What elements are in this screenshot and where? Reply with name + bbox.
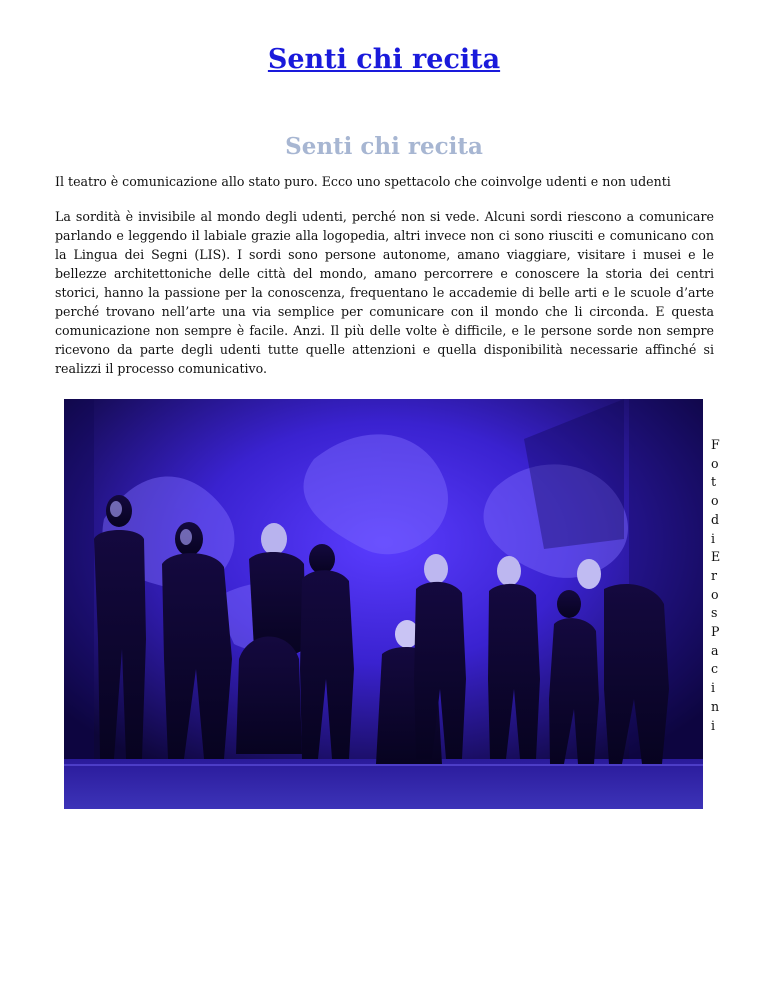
credit-char: r xyxy=(711,567,718,583)
page-title[interactable]: Senti chi recita xyxy=(267,44,501,75)
credit-char: E xyxy=(711,549,721,565)
theatre-stage-photo xyxy=(64,399,703,809)
article-lead: Il teatro è comunicazione allo stato puro. Ecco uno spettacolo che coinvolge udenti e non udenti xyxy=(55,174,671,189)
credit-char: o xyxy=(711,586,719,602)
credit-char: i xyxy=(711,530,716,546)
credit-char: i xyxy=(711,717,716,733)
article-body: La sordità è invisibile al mondo degli udenti, perché non si vede. Alcuni sordi riescono a comunicare parlando e leggendo il labiale grazie alla logopedia, altri invece non ci sono riusciti e comunicano con la Lingua dei Segni (LIS). I sordi sono persone autonome, amano viaggiare, visitare i musei e le bellezze architettoniche delle città del mondo, amano percorrere e conoscere la storia dei centri storici, hanno la passione per la conoscenza, frequentano le accademie di belle arti e le scuole d’arte perché trovano nell’arte una via semplice per comunicare con il mondo che li circonda. E questa comunicazione non sempre è facile. Anzi. Il più delle volte è difficile, e le persone sorde non sempre ricevono da parte degli udenti tutte quelle attenzioni e quella disponibilità necessarie affinché si realizzi il processo comunicativo. xyxy=(55,209,714,376)
credit-char: d xyxy=(711,511,720,527)
credit-char: t xyxy=(711,474,717,490)
credit-char: s xyxy=(711,605,718,621)
credit-char: F xyxy=(711,437,720,452)
credit-char: c xyxy=(711,661,719,677)
credit-char: a xyxy=(711,642,719,658)
credit-char: o xyxy=(711,493,719,509)
credit-char: o xyxy=(711,455,719,471)
credit-char: P xyxy=(711,624,720,640)
photo-credit-vertical xyxy=(711,436,727,735)
article-heading: Senti chi recita xyxy=(285,133,483,160)
credit-char: n xyxy=(711,698,720,714)
credit-char: i xyxy=(711,680,716,696)
